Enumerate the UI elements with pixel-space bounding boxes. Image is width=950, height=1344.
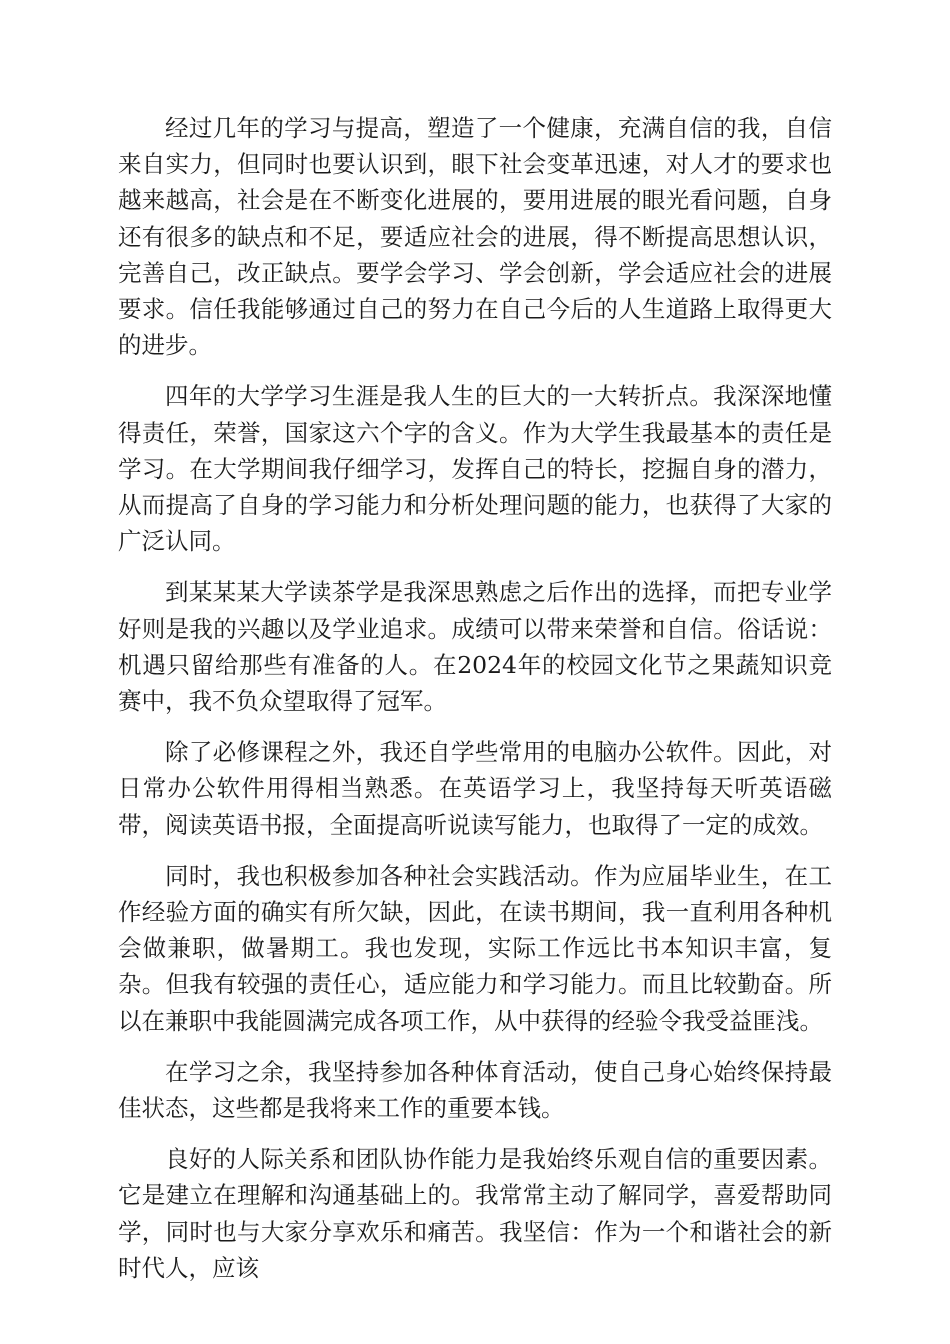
paragraph-office-english: 除了必修课程之外，我还自学些常用的电脑办公软件。因此，对日常办公软件用得相当熟悉。在英语学习上，我坚持每天听英语磁带，阅读英语书报，全面提高听说读写能力，也取得了一定的成效。 [118, 738, 832, 839]
paragraph-tea-studies: 到某某某大学读茶学是我深思熟虑之后作出的选择，而把专业学好则是我的兴趣以及学业追求。成绩可以带来荣誉和自信。俗话说：机遇只留给那些有准备的人。在2024年的校园文化节之果蔬知识竞赛中，我不负众望取得了冠军。 [118, 578, 832, 716]
document-page [118, 110, 832, 1301]
paragraph-self-confidence: 经过几年的学习与提高，塑造了一个健康，充满自信的我，自信来自实力，但同时也要认识到，眼下社会变革迅速，对人才的要求也越来越高，社会是在不断变化进展的，要用进展的眼光看问题，自身还有很多的缺点和不足，要适应社会的进展，得不断提高思想认识，完善自己，改正缺点。要学会学习、学会创新，学会适应社会的进展要求。信任我能够通过自己的努力在自己今后的人生道路上取得更大的进步。 [118, 114, 832, 360]
paragraph-teamwork: 良好的人际关系和团队协作能力是我始终乐观自信的重要因素。它是建立在理解和沟通基础上的。我常常主动了解同学，喜爱帮助同学，同时也与大家分享欢乐和痛苦。我坚信：作为一个和谐社会的新时代人，应该 [118, 1145, 832, 1282]
paragraph-university-life: 四年的大学学习生涯是我人生的巨大的一大转折点。我深深地懂得责任，荣誉，国家这六个字的含义。作为大学生我最基本的责任是学习。在大学期间我仔细学习，发挥自己的特长，挖掘自身的潜力，从而提高了自身的学习能力和分析处理问题的能力，也获得了大家的广泛认同。 [118, 382, 832, 556]
paragraph-social-practice: 同时，我也积极参加各种社会实践活动。作为应届毕业生，在工作经验方面的确实有所欠缺，因此，在读书期间，我一直利用各种机会做兼职，做暑期工。我也发现，实际工作远比书本知识丰富，复杂。但我有较强的责任心，适应能力和学习能力。而且比较勤奋。所以在兼职中我能圆满完成各项工作，从中获得的经验令我受益匪浅。 [118, 861, 832, 1035]
paragraph-sports: 在学习之余，我坚持参加各种体育活动，使自己身心始终保持最佳状态，这些都是我将来工作的重要本钱。 [118, 1057, 832, 1123]
